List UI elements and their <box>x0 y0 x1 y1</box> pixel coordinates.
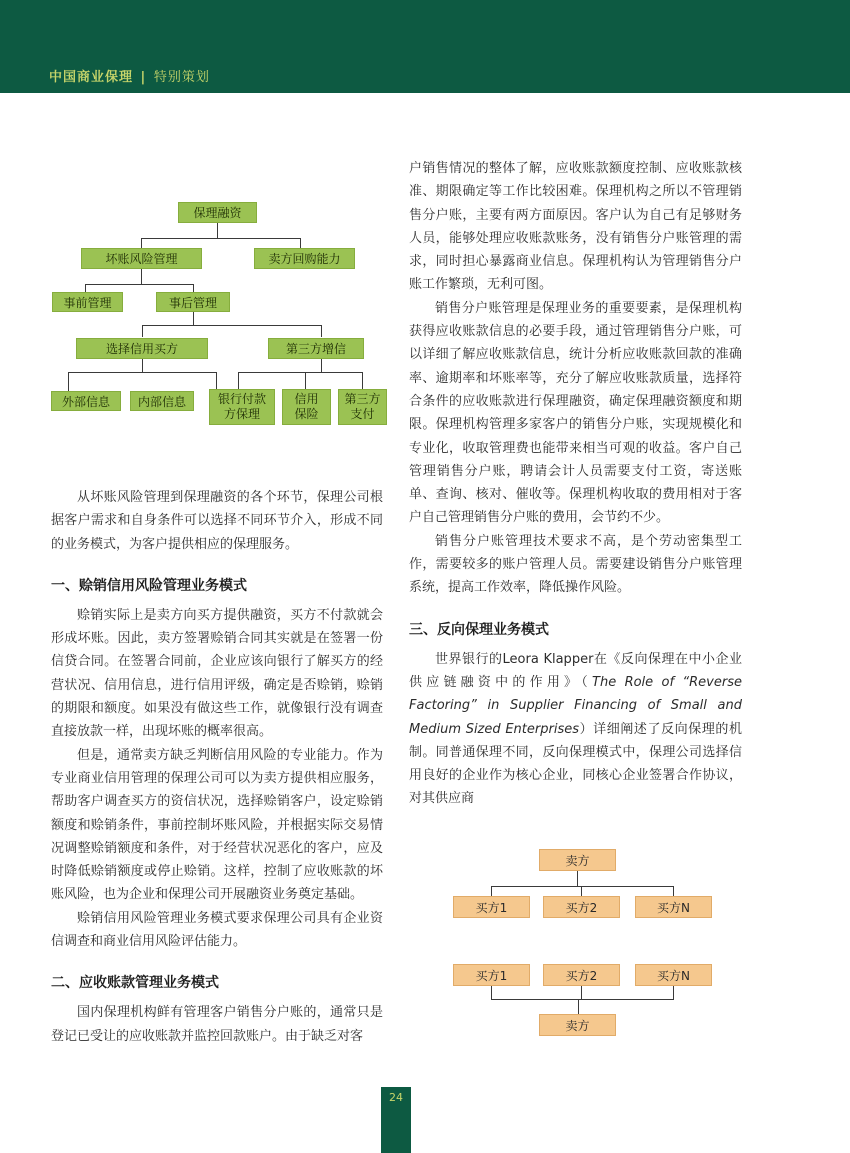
paragraph: 赊销实际上是卖方向买方提供融资，买方不付款就会形成坏账。因此，卖方签署赊销合同其实就是在签署一份信贷合同。在签署合同前，企业应该向银行了解买方的经营状况、信用信息，进行信用评级，确定是否赊销，赊销的期限和额度。如果没有做这些工作，就像银行没有调查直接放款一样，出现坏账的概率很高。 <box>51 607 383 740</box>
node-internal-info: 内部信息 <box>130 391 194 411</box>
node-buyer-1-bottom: 买方1 <box>453 964 530 986</box>
section-title: 特别策划 <box>153 70 210 85</box>
paragraph-text: 世界银行的Leora Klapper在《反向保理在中小企业供应链融资中的作用》（ <box>409 651 742 690</box>
node-third-party-payment-line2: 支付 <box>350 407 375 421</box>
section-heading-3: 三、反向保理业务模式 <box>409 621 549 638</box>
node-third-party-credit-enhancement: 第三方增信 <box>268 338 364 359</box>
paragraph: 但是，通常卖方缺乏判断信用风险的专业能力。作为专业商业信用管理的保理公司可以为卖方提供相应服务，帮助客户调查买方的资信状况，选择赊销客户，设定赊销额度和赊销条件，事前控制坏账风险，并根据实际交易情况调整赊销额度和条件，对于经营状况恶化的客户，应及时降低赊销额度或停止赊销。这样，控制了应收账款的坏账风险，也为企业和保理公司开展融资业务奠定基础。 <box>51 747 383 903</box>
header-separator: | <box>140 70 147 85</box>
paragraph: 赊销信用风险管理业务模式要求保理公司具有企业资信调查和商业信用风险评估能力。 <box>51 910 383 950</box>
paragraph: 国内保理机构鲜有管理客户销售分户账的，通常只是登记已受让的应收账款并监控回款账户。由于缺乏对客 <box>51 1005 383 1044</box>
node-buyer-n-top: 买方N <box>635 896 712 918</box>
english-title: The Role of “Reverse Factoring” in Supplier Financing of Small and Medium Sized Enterprises <box>409 674 742 737</box>
node-external-info: 外部信息 <box>51 391 121 411</box>
node-buyer-1-top: 买方1 <box>453 896 530 918</box>
node-credit-insurance-line2: 保险 <box>294 407 319 421</box>
page-number: 24 <box>381 1087 411 1153</box>
paragraph: 销售分户账管理技术要求不高，是个劳动密集型工作，需要较多的账户管理人员。需要建设销售分户账管理系统，提高工作效率，降低操作风险。 <box>409 533 742 596</box>
node-post-management: 事后管理 <box>156 292 230 312</box>
node-buyer-n-bottom: 买方N <box>635 964 712 986</box>
section-heading-1: 一、赊销信用风险管理业务模式 <box>51 577 247 594</box>
node-pre-management: 事前管理 <box>52 292 123 312</box>
node-bank-payer-factoring <box>209 389 275 425</box>
paragraph: 销售分户账管理是保理业务的重要要素，是保理机构获得应收账款信息的必要手段，通过管理销售分户账，可以详细了解应收账款信息，统计分析应收账款回款的准确率、逾期率和坏账率等，充分了解应收账款质量，选择符合条件的应收账款进行保理融资，确定保理融资额度和期限。保理机构管理多家客户的销售分户账，实现规模化和专业化，收取管理费也能带来相当可观的收益。客户自己管理销售分户账，聘请会计人员需要支付工资，寄送账单、查询、核对、催收等。保理机构收取的费用相对于客户自己管理销售分户账的费用，会节约不少。 <box>409 300 742 526</box>
page-header <box>0 0 850 93</box>
node-bank-payer-factoring-line1: 银行付款 <box>217 392 266 406</box>
left-text-column <box>51 486 383 1048</box>
intro-paragraph: 从坏账风险管理到保理融资的各个环节，保理公司根据客户需求和自身条件可以选择不同环节介入，形成不同的业务模式，为客户提供相应的保理服务。 <box>51 490 383 552</box>
node-credit-insurance <box>282 389 331 425</box>
node-third-party-payment-line1: 第三方 <box>344 392 381 406</box>
node-seller-top: 卖方 <box>539 849 616 871</box>
node-buyer-2-bottom: 买方2 <box>543 964 620 986</box>
node-factoring-financing: 保理融资 <box>178 202 257 223</box>
paragraph <box>409 648 742 811</box>
node-select-credit-buyer: 选择信用买方 <box>76 338 208 359</box>
paragraph: 户销售情况的整体了解，应收账款额度控制、应收账款核准、期限确定等工作比较困难。保理机构之所以不管理销售分户账，主要有两方面原因。客户认为自己有足够财务人员，能够处理应收账款账务，没有销售分户账管理的需求，同时担心暴露商业信息。保理机构认为管理销售分户账工作繁琐，无利可图。 <box>409 161 742 293</box>
node-bad-debt-risk-management: 坏账风险管理 <box>81 248 202 269</box>
paragraph-text: ）详细阐述了反向保理的机制。同普通保理不同，反向保理模式中，保理公司选择信用良好的企业作为核心企业，同核心企业签署合作协议，对其供应商 <box>409 721 742 807</box>
node-third-party-payment <box>338 389 387 425</box>
section-heading-2: 二、应收账款管理业务模式 <box>51 975 219 992</box>
node-seller-repurchase-ability: 卖方回购能力 <box>254 248 355 269</box>
node-bank-payer-factoring-line2: 方保理 <box>223 407 260 421</box>
header-title <box>49 66 210 85</box>
right-text-column <box>409 157 742 811</box>
node-buyer-2-top: 买方2 <box>543 896 620 918</box>
node-seller-bottom: 卖方 <box>539 1014 616 1036</box>
node-credit-insurance-line1: 信用 <box>294 392 319 406</box>
magazine-title: 中国商业保理 <box>49 70 134 85</box>
